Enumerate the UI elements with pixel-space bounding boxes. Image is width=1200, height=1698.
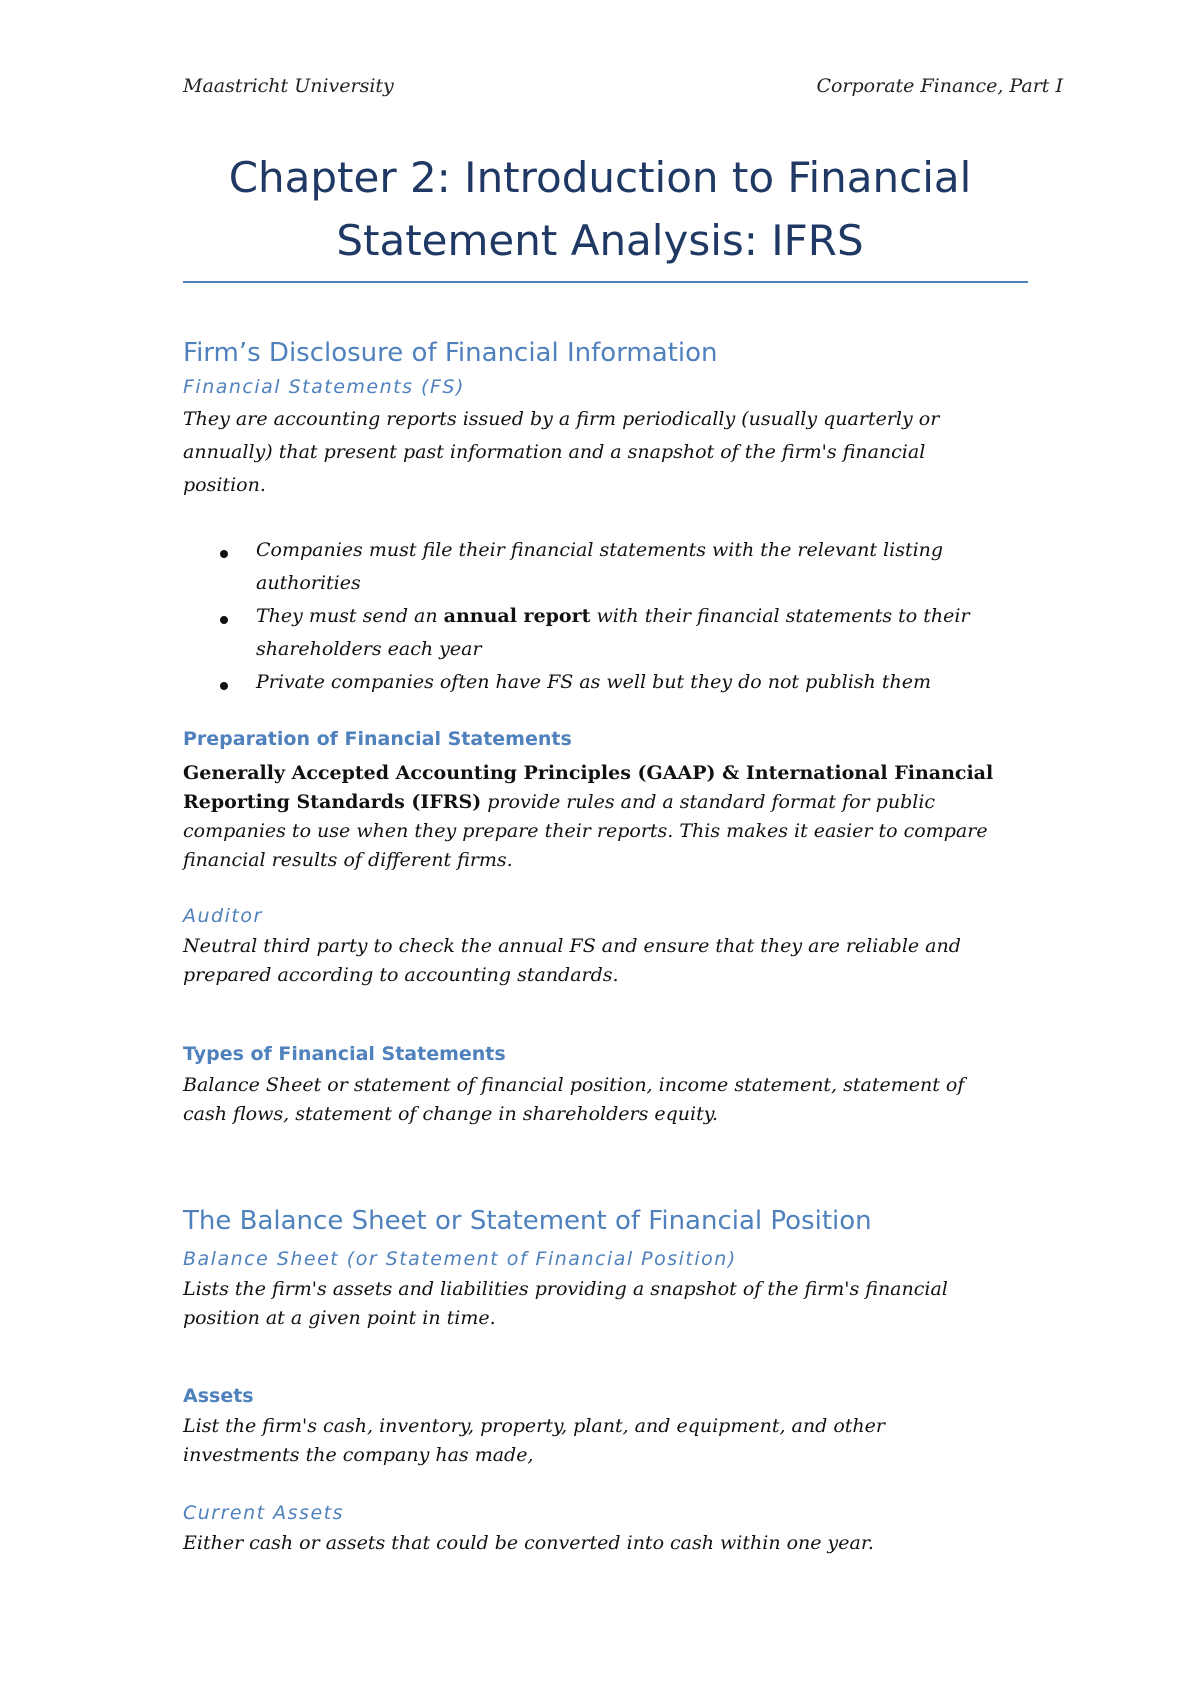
paragraph-line: position at a given point in time. [183,1307,496,1329]
paragraph-line: Balance Sheet or statement of financial position, income statement, statement of [183,1074,965,1096]
bullet-item: Private companies often have FS as well but they do not publish them [256,671,931,693]
paragraph-line: financial results of different firms. [183,849,513,871]
paragraph-line: Neutral third party to check the annual FS and ensure that they are reliable and [183,935,961,957]
paragraph-line: cash flows, statement of change in shareholders equity. [183,1103,718,1125]
paragraph-line: List the firm's cash, inventory, property, plant, and equipment, and other [183,1415,885,1437]
paragraph-line: prepared according to accounting standards. [183,964,619,986]
paragraph-line: investments the company has made, [183,1444,534,1466]
bullet-dot [220,550,228,558]
page-title-line-2: Statement Analysis: IFRS [336,216,864,265]
section-heading-balance-sheet: The Balance Sheet or Statement of Financial Position [183,1206,872,1236]
page-title-line-1: Chapter 2: Introduction to Financial [228,153,972,202]
paragraph-line-bold: Generally Accepted Accounting Principles (GAAP) & International Financial [183,762,994,784]
bold-annual-report: annual report [443,605,591,627]
bullet-dot [220,682,228,690]
subheading-auditor: Auditor [183,905,263,927]
bullet-item: Companies must file their financial statements with the relevant listing [256,539,944,561]
paragraph-line: companies to use when they prepare their reports. This makes it easier to compare [183,820,988,842]
subheading-balance-sheet: Balance Sheet (or Statement of Financial Position) [183,1248,737,1270]
bullet-dot [220,616,228,624]
heading-types: Types of Financial Statements [183,1043,506,1065]
heading-preparation: Preparation of Financial Statements [183,728,572,750]
bullet-item-continued: shareholders each year [256,638,482,660]
paragraph-line: Reporting Standards (IFRS) provide rules and a standard format for public [183,791,936,813]
bullet-item-continued: authorities [256,572,361,594]
bullet-item: They must send an annual report with their financial statements to their [256,605,970,627]
paragraph-line: They are accounting reports issued by a firm periodically (usually quarterly or [183,408,940,430]
subheading-financial-statements: Financial Statements (FS) [183,376,465,398]
paragraph-line: Lists the firm's assets and liabilities providing a snapshot of the firm's financial [183,1278,948,1300]
header-right: Corporate Finance, Part I [816,75,1063,97]
heading-assets: Assets [183,1385,254,1407]
header-left: Maastricht University [183,75,394,97]
paragraph-line: annually) that present past information and a snapshot of the firm's financial [183,441,926,463]
section-heading-disclosure: Firm’s Disclosure of Financial Information [183,338,718,368]
paragraph-line: position. [183,474,266,496]
title-divider [183,281,1028,283]
subheading-current-assets: Current Assets [183,1502,344,1524]
paragraph-line: Either cash or assets that could be converted into cash within one year. [183,1532,874,1554]
